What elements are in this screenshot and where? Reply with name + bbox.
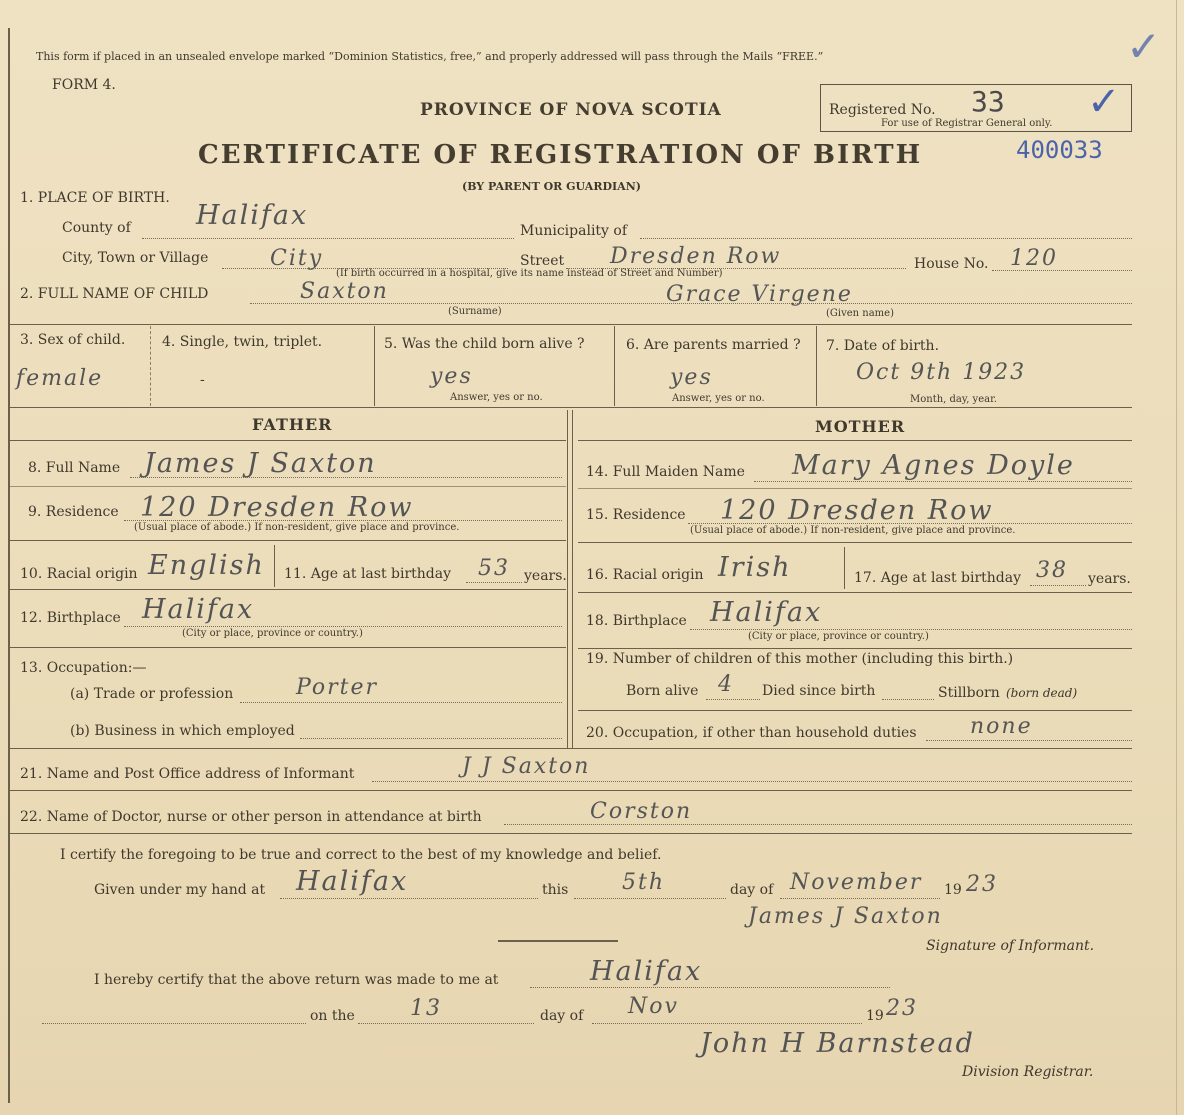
mother-rule-1 [578, 488, 1132, 489]
father-age-label: 11. Age at last birthday [284, 566, 452, 582]
father-racial-value: English [148, 550, 265, 581]
mother-birthplace-value: Halifax [710, 597, 823, 628]
stillborn-caption: (born dead) [1006, 686, 1078, 700]
father-rule-2 [10, 540, 566, 541]
left-border [8, 28, 10, 1103]
city-label: City, Town or Village [62, 250, 209, 266]
date-value: Oct 9th 1923 [856, 360, 1027, 385]
alive-label: 5. Was the child born alive ? [384, 336, 585, 352]
father-birthplace-label: 12. Birthplace [20, 610, 121, 626]
mother-birthplace-caption: (City or place, province or country.) [748, 631, 929, 642]
certification-statement: I certify the foregoing to be true and correct to the best of my knowledge and belief. [60, 847, 662, 863]
mother-name-label: 14. Full Maiden Name [586, 464, 745, 480]
registered-label: Registered No. [829, 102, 936, 118]
county-label: County of [62, 220, 131, 236]
father-birthplace-line [124, 626, 562, 627]
form-number: FORM 4. [52, 77, 116, 93]
alive-value: yes [430, 364, 473, 389]
facts-divider-1 [150, 326, 151, 406]
father-age-divider [274, 545, 275, 587]
mother-age-value: 38 [1036, 558, 1068, 583]
facts-divider-3 [614, 326, 615, 406]
province-heading: PROVINCE OF NOVA SCOTIA [420, 100, 722, 120]
single-value: - [200, 372, 205, 388]
married-value: yes [670, 365, 713, 390]
child-given-value: Grace Virgene [666, 282, 853, 307]
mother-children-label: 19. Number of children of this mother (including this birth.) [586, 651, 1014, 667]
informant-top-rule [10, 748, 1132, 749]
given-year-value: 23 [966, 872, 998, 897]
mother-rule-4 [578, 648, 1132, 649]
registrar-signature: John H Barnstead [700, 1028, 975, 1059]
father-name-value: James J Saxton [144, 448, 377, 479]
mother-birthplace-line [690, 629, 1132, 630]
registrar-lead-line [42, 1023, 306, 1024]
year-prefix: 19 [944, 882, 962, 898]
facts-top-rule [10, 324, 1132, 325]
registrar-day-value: 13 [410, 996, 442, 1021]
corner-check-icon: ✓ [1126, 22, 1162, 71]
mother-age-divider [844, 547, 845, 589]
mother-occupation-line [926, 740, 1132, 741]
father-trade-value: Porter [296, 675, 379, 700]
father-rule-1 [10, 486, 566, 487]
given-caption: (Given name) [826, 308, 894, 319]
hospital-note: (If birth occurred in a hospital, give its name instead of Street and Number) [336, 268, 723, 279]
right-edge [1176, 0, 1177, 1115]
doctor-value: Corston [590, 799, 693, 824]
father-birthplace-caption: (City or place, province or country.) [182, 628, 363, 639]
check-mark-icon: ✓ [1087, 79, 1121, 125]
registrar-day-of-label: day of [540, 1008, 584, 1024]
surname-caption: (Surname) [448, 306, 502, 317]
father-birthplace-value: Halifax [142, 594, 255, 625]
house-value: 120 [1010, 246, 1058, 271]
mother-rule-2 [578, 542, 1132, 543]
facts-divider-2 [374, 326, 375, 406]
father-trade-label: (a) Trade or profession [70, 686, 234, 702]
child-surname-value: Saxton [300, 279, 389, 304]
given-day-value: 5th [622, 870, 666, 895]
doctor-label: 22. Name of Doctor, nurse or other person in attendance at birth [20, 809, 482, 825]
informant-line [372, 781, 1132, 782]
certificate-title: CERTIFICATE OF REGISTRATION OF BIRTH [198, 140, 923, 170]
registered-number: 33 [971, 85, 1005, 118]
father-years-label: years. [524, 568, 567, 584]
municipality-label: Municipality of [520, 223, 628, 239]
died-line [882, 699, 934, 700]
mother-age-label: 17. Age at last birthday [854, 570, 1022, 586]
father-age-value: 53 [478, 556, 510, 581]
mother-residence-caption: (Usual place of abode.) If non-resident, give place and province. [690, 525, 1016, 536]
county-value: Halifax [196, 200, 309, 231]
registrar-statement: I hereby certify that the above return was made to me at [94, 972, 499, 988]
mother-age-line [1030, 585, 1086, 586]
given-month-value: November [790, 870, 923, 895]
mother-residence-label: 15. Residence [586, 507, 686, 523]
doctor-bottom-rule [10, 833, 1132, 834]
registrar-caption: Division Registrar. [962, 1064, 1094, 1080]
given-day-line [574, 898, 726, 899]
day-of-label: day of [730, 882, 774, 898]
this-label: this [542, 882, 569, 898]
mother-name-line [754, 481, 1132, 482]
father-age-line [466, 582, 522, 583]
certificate-subtitle: (BY PARENT OR GUARDIAN) [462, 180, 641, 193]
stamp-number: 400033 [1016, 136, 1103, 164]
mother-occupation-label: 20. Occupation, if other than household duties [586, 725, 917, 741]
father-business-label: (b) Business in which employed [70, 723, 295, 739]
sex-label: 3. Sex of child. [20, 332, 126, 348]
registrar-month-line [592, 1023, 862, 1024]
mother-heading: MOTHER [815, 417, 906, 436]
city-value: City [270, 246, 324, 271]
mother-racial-label: 16. Racial origin [586, 567, 704, 583]
informant-value: J J Saxton [462, 754, 591, 779]
married-label: 6. Are parents married ? [626, 337, 801, 353]
single-label: 4. Single, twin, triplet. [162, 334, 323, 350]
stillborn-label: Stillborn [938, 685, 1000, 701]
father-residence-caption: (Usual place of abode.) If non-resident, give place and province. [134, 522, 460, 533]
given-label: Given under my hand at [94, 882, 266, 898]
mother-birthplace-label: 18. Birthplace [586, 613, 687, 629]
father-header-rule [10, 440, 566, 441]
registrar-day-line [358, 1023, 534, 1024]
mother-occupation-value: none [970, 714, 1033, 739]
registrar-note: For use of Registrar General only. [881, 118, 1053, 129]
alive-caption: Answer, yes or no. [450, 392, 543, 403]
born-alive-line [706, 699, 760, 700]
given-month-line [780, 898, 940, 899]
mother-rule-3 [578, 592, 1132, 593]
date-caption: Month, day, year. [910, 394, 997, 405]
child-name-label: 2. FULL NAME OF CHILD [20, 286, 209, 302]
mail-notice: This form if placed in an unsealed envelope marked “Dominion Statistics, free,” and properly addressed will pass through the Mails “FREE.” [36, 50, 824, 63]
father-residence-value: 120 Dresden Row [140, 492, 414, 523]
sex-value: female [16, 366, 104, 391]
born-alive-value: 4 [718, 672, 734, 697]
on-the-label: on the [310, 1008, 355, 1024]
father-occupation-label: 13. Occupation:— [20, 660, 147, 676]
facts-divider-4 [816, 326, 817, 406]
registrar-place-line [530, 987, 890, 988]
date-label: 7. Date of birth. [826, 338, 940, 354]
registrar-month-value: Nov [628, 994, 679, 1019]
column-divider-a [567, 410, 568, 748]
father-rule-3 [10, 589, 566, 590]
registrar-place-value: Halifax [590, 956, 703, 987]
registrar-year-value: 23 [886, 996, 918, 1021]
given-place-value: Halifax [296, 866, 409, 897]
street-label: Street [520, 253, 565, 269]
father-racial-label: 10. Racial origin [20, 566, 138, 582]
signature-caption: Signature of Informant. [926, 938, 1095, 954]
house-label: House No. [914, 256, 989, 272]
column-divider-b [572, 410, 573, 748]
registered-box [820, 79, 1132, 132]
doctor-line [504, 824, 1132, 825]
father-business-line [300, 738, 562, 739]
father-residence-label: 9. Residence [28, 504, 119, 520]
mother-header-rule [578, 440, 1132, 441]
county-line [142, 238, 514, 239]
given-place-line [280, 898, 538, 899]
married-caption: Answer, yes or no. [672, 393, 765, 404]
informant-bottom-rule [10, 790, 1132, 791]
informant-label: 21. Name and Post Office address of Informant [20, 766, 355, 782]
mother-years-label: years. [1088, 571, 1131, 587]
father-name-label: 8. Full Name [28, 460, 121, 476]
mother-racial-value: Irish [718, 552, 792, 583]
mother-name-value: Mary Agnes Doyle [792, 450, 1075, 481]
born-alive-label: Born alive [626, 683, 699, 699]
registrar-year-prefix: 19 [866, 1008, 884, 1024]
mother-residence-value: 120 Dresden Row [720, 495, 994, 526]
mother-rule-5 [578, 710, 1132, 711]
informant-signature: James J Saxton [748, 904, 943, 929]
father-rule-4 [10, 647, 566, 648]
street-value: Dresden Row [610, 244, 782, 269]
facts-bottom-rule [10, 407, 1132, 408]
died-label: Died since birth [762, 683, 876, 699]
father-trade-line [240, 702, 562, 703]
father-heading: FATHER [252, 415, 333, 434]
separator-rule [498, 940, 618, 942]
place-section-label: 1. PLACE OF BIRTH. [20, 190, 170, 206]
municipality-line [640, 238, 1132, 239]
